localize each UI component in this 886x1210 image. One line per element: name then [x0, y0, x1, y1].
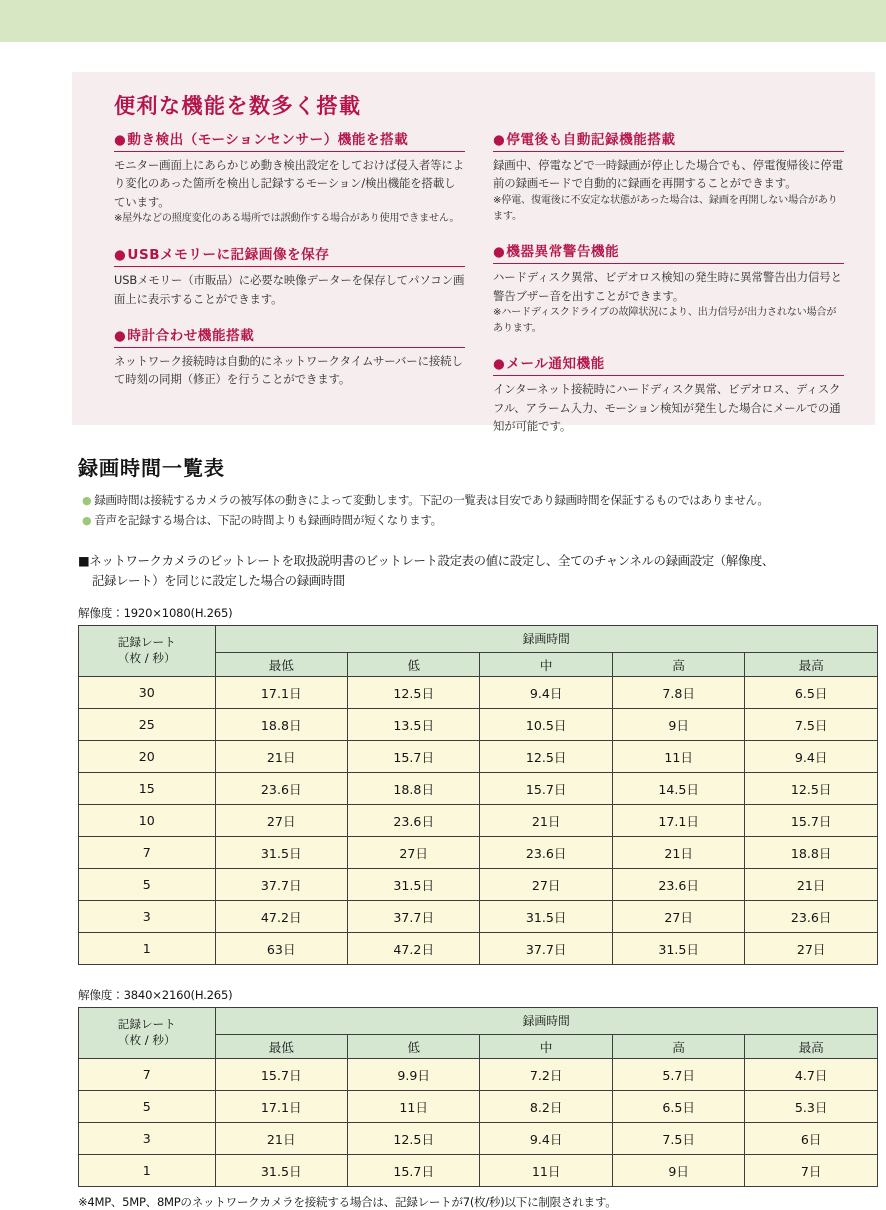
header-quality-level: 高: [612, 652, 744, 676]
cell-recording-days: 15.7日: [745, 805, 878, 837]
cell-recording-days: 18.8日: [215, 709, 347, 741]
cell-recording-days: 21日: [612, 837, 744, 869]
cell-recording-days: 15.7日: [347, 1155, 479, 1187]
feature-body-text: モニター画面上にあらかじめ動き検出設定をしておけば侵入者等により変化のあった箇所を検出し記録するモーション/検出機能を搭載しています。: [114, 158, 465, 209]
cell-recording-days: 10.5日: [480, 709, 612, 741]
feature-heading: [493, 240, 844, 264]
cell-recording-days: 63日: [215, 933, 347, 965]
header-quality-level: 低: [347, 1034, 479, 1058]
feature-item: [114, 324, 465, 389]
cell-recording-days: 9.9日: [347, 1059, 479, 1091]
cell-recording-days: 27日: [347, 837, 479, 869]
cell-recording-days: 21日: [215, 1123, 347, 1155]
cell-recording-days: 9.4日: [480, 677, 612, 709]
cell-record-rate: 10: [79, 805, 216, 837]
cell-recording-days: 21日: [480, 805, 612, 837]
cell-recording-days: 47.2日: [347, 933, 479, 965]
cell-recording-days: 31.5日: [215, 1155, 347, 1187]
cell-recording-days: 12.5日: [347, 677, 479, 709]
cell-recording-days: 6.5日: [745, 677, 878, 709]
feature-heading-text: メール通知機能: [506, 356, 605, 373]
recording-time-section: [78, 452, 878, 1210]
green-bullet-icon: ●: [82, 513, 92, 527]
header-record-rate-line2: （枚 / 秒）: [117, 1033, 176, 1048]
cell-recording-days: 31.5日: [347, 869, 479, 901]
cell-recording-days: 14.5日: [612, 773, 744, 805]
table-block-1: [78, 605, 878, 965]
cell-record-rate: 15: [79, 773, 216, 805]
features-columns: [114, 128, 844, 436]
cell-recording-days: 27日: [215, 805, 347, 837]
cell-recording-days: 18.8日: [745, 837, 878, 869]
recording-bullet-text: 音声を記録する場合は、下記の時間よりも録画時間が短くなります。: [94, 512, 442, 527]
header-record-rate-line1: 記録レート: [117, 1017, 176, 1032]
recording-time-table-3840: [78, 1007, 878, 1187]
table-header-row-top: [79, 626, 878, 653]
features-right-column: [493, 128, 844, 436]
cell-recording-days: 11日: [612, 741, 744, 773]
cell-recording-days: 17.1日: [215, 677, 347, 709]
feature-item: [114, 128, 465, 227]
table-row: [79, 869, 878, 901]
cell-record-rate: 3: [79, 901, 216, 933]
cell-recording-days: 4.7日: [745, 1059, 878, 1091]
header-record-rate: [79, 1008, 216, 1059]
cell-recording-days: 31.5日: [612, 933, 744, 965]
feature-heading-text: 停電後も自動記録機能搭載: [506, 132, 676, 148]
table-row: [79, 677, 878, 709]
header-quality-level: 最高: [745, 652, 878, 676]
table-row: [79, 709, 878, 741]
square-note-line2: 記録レート）を同じに設定した場合の録画時間: [92, 572, 345, 588]
recording-bullet-list: [82, 491, 878, 531]
feature-body-text: USBメモリー（市販品）に必要な映像データーを保存してパソコン画面上に表示することができます。: [114, 273, 465, 306]
cell-record-rate: 20: [79, 741, 216, 773]
recording-time-table-1920: [78, 625, 878, 965]
table-row: [79, 1123, 878, 1155]
feature-item: [493, 352, 844, 435]
feature-heading: [114, 324, 465, 348]
header-record-rate-line1: 記録レート: [117, 635, 176, 650]
cell-record-rate: 25: [79, 709, 216, 741]
header-quality-level: 中: [480, 1034, 612, 1058]
table-spacer: [78, 965, 878, 987]
cell-recording-days: 12.5日: [480, 741, 612, 773]
feature-heading: [493, 128, 844, 152]
square-note-line1: ■ネットワークカメラのビットレートを取扱説明書のビットレート設定表の値に設定し、全てのチャンネルの録画設定（解像度、: [78, 552, 774, 568]
cell-recording-days: 31.5日: [215, 837, 347, 869]
cell-recording-days: 9日: [612, 1155, 744, 1187]
resolution-label-2: 解像度：3840×2160(H.265): [78, 988, 233, 1003]
recording-bullet-row: [82, 511, 878, 531]
feature-item: [114, 243, 465, 308]
feature-body-text: インターネット接続時にハードディスク異常、ビデオロス、ディスクフル、アラーム入力、モーション検知が発生した場合にメールでの通知が可能です。: [493, 382, 841, 434]
bullet-circle-icon: ●: [114, 247, 127, 264]
feature-heading: [493, 352, 844, 376]
bullet-circle-icon: ●: [114, 327, 127, 344]
recording-bullet-text: 録画時間は接続するカメラの被写体の動きによって変動します。下記の一覧表は目安であり録画時間を保証するものではありません。: [94, 493, 769, 507]
cell-recording-days: 12.5日: [347, 1123, 479, 1155]
recording-bullet-row: [82, 491, 878, 511]
cell-recording-days: 5.7日: [612, 1059, 744, 1091]
cell-record-rate: 30: [79, 677, 216, 709]
header-quality-level: 最低: [215, 1034, 347, 1058]
header-recording-time: 録画時間: [215, 626, 878, 653]
cell-recording-days: 47.2日: [215, 901, 347, 933]
table-row: [79, 837, 878, 869]
bullet-circle-icon: ●: [114, 132, 127, 148]
cell-recording-days: 7.8日: [612, 677, 744, 709]
cell-record-rate: 5: [79, 1091, 216, 1123]
cell-recording-days: 15.7日: [480, 773, 612, 805]
feature-note-text: ※屋外などの照度変化のある場所では誤動作する場合があり使用できません。: [114, 213, 460, 225]
top-green-band: [0, 0, 886, 42]
table-row: [79, 933, 878, 965]
cell-recording-days: 23.6日: [215, 773, 347, 805]
feature-body-text: 録画中、停電などで一時録画が停止した場合でも、停電復帰後に停電前の録画モードで自動的に録画を再開することができます。: [493, 158, 844, 191]
table-row: [79, 1155, 878, 1187]
feature-heading-text: 機器異常警告機能: [506, 244, 620, 261]
recording-square-note: [78, 551, 878, 591]
cell-recording-days: 17.1日: [612, 805, 744, 837]
recording-section-title: 録画時間一覧表: [78, 456, 225, 480]
table-header-row-top: [79, 1008, 878, 1035]
cell-recording-days: 37.7日: [347, 901, 479, 933]
table-row: [79, 741, 878, 773]
features-panel: [72, 72, 875, 434]
header-recording-time: 録画時間: [215, 1008, 878, 1035]
cell-recording-days: 11日: [347, 1091, 479, 1123]
feature-heading-text: 動き検出（モーションセンサー）機能を搭載: [127, 132, 409, 148]
features-left-column: [114, 128, 465, 436]
feature-heading-text: 時計合わせ機能搭載: [127, 327, 255, 344]
header-quality-level: 低: [347, 652, 479, 676]
header-record-rate: [79, 626, 216, 677]
cell-recording-days: 5.3日: [745, 1091, 878, 1123]
cell-recording-days: 21日: [745, 869, 878, 901]
cell-recording-days: 15.7日: [215, 1059, 347, 1091]
cell-recording-days: 23.6日: [480, 837, 612, 869]
table-block-2: [78, 987, 878, 1187]
bullet-circle-icon: ●: [493, 132, 506, 148]
cell-recording-days: 27日: [480, 869, 612, 901]
cell-recording-days: 23.6日: [347, 805, 479, 837]
cell-record-rate: 3: [79, 1123, 216, 1155]
cell-recording-days: 6.5日: [612, 1091, 744, 1123]
cell-recording-days: 11日: [480, 1155, 612, 1187]
feature-heading-text: USBメモリーに記録画像を保存: [127, 247, 330, 264]
header-quality-level: 高: [612, 1034, 744, 1058]
header-record-rate-line2: （枚 / 秒）: [117, 651, 176, 666]
cell-recording-days: 9.4日: [480, 1123, 612, 1155]
bullet-circle-icon: ●: [493, 244, 506, 261]
cell-recording-days: 9日: [612, 709, 744, 741]
table-row: [79, 1091, 878, 1123]
cell-recording-days: 27日: [745, 933, 878, 965]
cell-recording-days: 7日: [745, 1155, 878, 1187]
cell-recording-days: 31.5日: [480, 901, 612, 933]
header-quality-level: 最高: [745, 1034, 878, 1058]
cell-recording-days: 17.1日: [215, 1091, 347, 1123]
cell-recording-days: 13.5日: [347, 709, 479, 741]
table-row: [79, 805, 878, 837]
cell-recording-days: 7.5日: [612, 1123, 744, 1155]
cell-record-rate: 5: [79, 869, 216, 901]
cell-record-rate: 1: [79, 1155, 216, 1187]
bullet-circle-icon: ●: [493, 356, 506, 373]
feature-note-text: ※停電、復電後に不安定な状態があった場合は、録画を再開しない場合があります。: [493, 194, 838, 222]
cell-record-rate: 7: [79, 837, 216, 869]
resolution-label-1: 解像度：1920×1080(H.265): [78, 606, 233, 621]
features-panel-title: 便利な機能を数多く搭載: [114, 94, 362, 118]
cell-recording-days: 18.8日: [347, 773, 479, 805]
feature-body-text: ネットワーク接続時は自動的にネットワークタイムサーバーに接続して時刻の同期（修正）を行うことができます。: [114, 353, 463, 387]
cell-recording-days: 8.2日: [480, 1091, 612, 1123]
header-quality-level: 最低: [215, 652, 347, 676]
header-quality-level: 中: [480, 652, 612, 676]
cell-record-rate: 1: [79, 933, 216, 965]
feature-item: [493, 240, 844, 336]
feature-heading: [114, 243, 465, 267]
cell-recording-days: 6日: [745, 1123, 878, 1155]
cell-recording-days: 27日: [612, 901, 744, 933]
cell-recording-days: 23.6日: [745, 901, 878, 933]
table-row: [79, 773, 878, 805]
green-bullet-icon: ●: [82, 494, 92, 507]
cell-recording-days: 12.5日: [745, 773, 878, 805]
recording-tail-note: ※4MP、5MP、8MPのネットワークカメラを接続する場合は、記録レートが7(枚/秒)以下に制限されます。: [78, 1195, 617, 1210]
cell-recording-days: 37.7日: [215, 869, 347, 901]
feature-note-text: ※ハードディスクドライブの故障状況により、出力信号が出力されない場合があります。: [493, 307, 837, 334]
feature-body-text: ハードディスク異常、ビデオロス検知の発生時に異常警告出力信号と警告ブザー音を出すことができます。: [493, 270, 842, 303]
table-row: [79, 901, 878, 933]
cell-recording-days: 7.2日: [480, 1059, 612, 1091]
cell-recording-days: 7.5日: [745, 709, 878, 741]
cell-recording-days: 15.7日: [347, 741, 479, 773]
cell-recording-days: 23.6日: [612, 869, 744, 901]
cell-recording-days: 21日: [215, 741, 347, 773]
cell-recording-days: 9.4日: [745, 741, 878, 773]
table-row: [79, 1059, 878, 1091]
feature-heading: [114, 128, 465, 152]
cell-recording-days: 37.7日: [480, 933, 612, 965]
cell-record-rate: 7: [79, 1059, 216, 1091]
feature-item: [493, 128, 844, 224]
